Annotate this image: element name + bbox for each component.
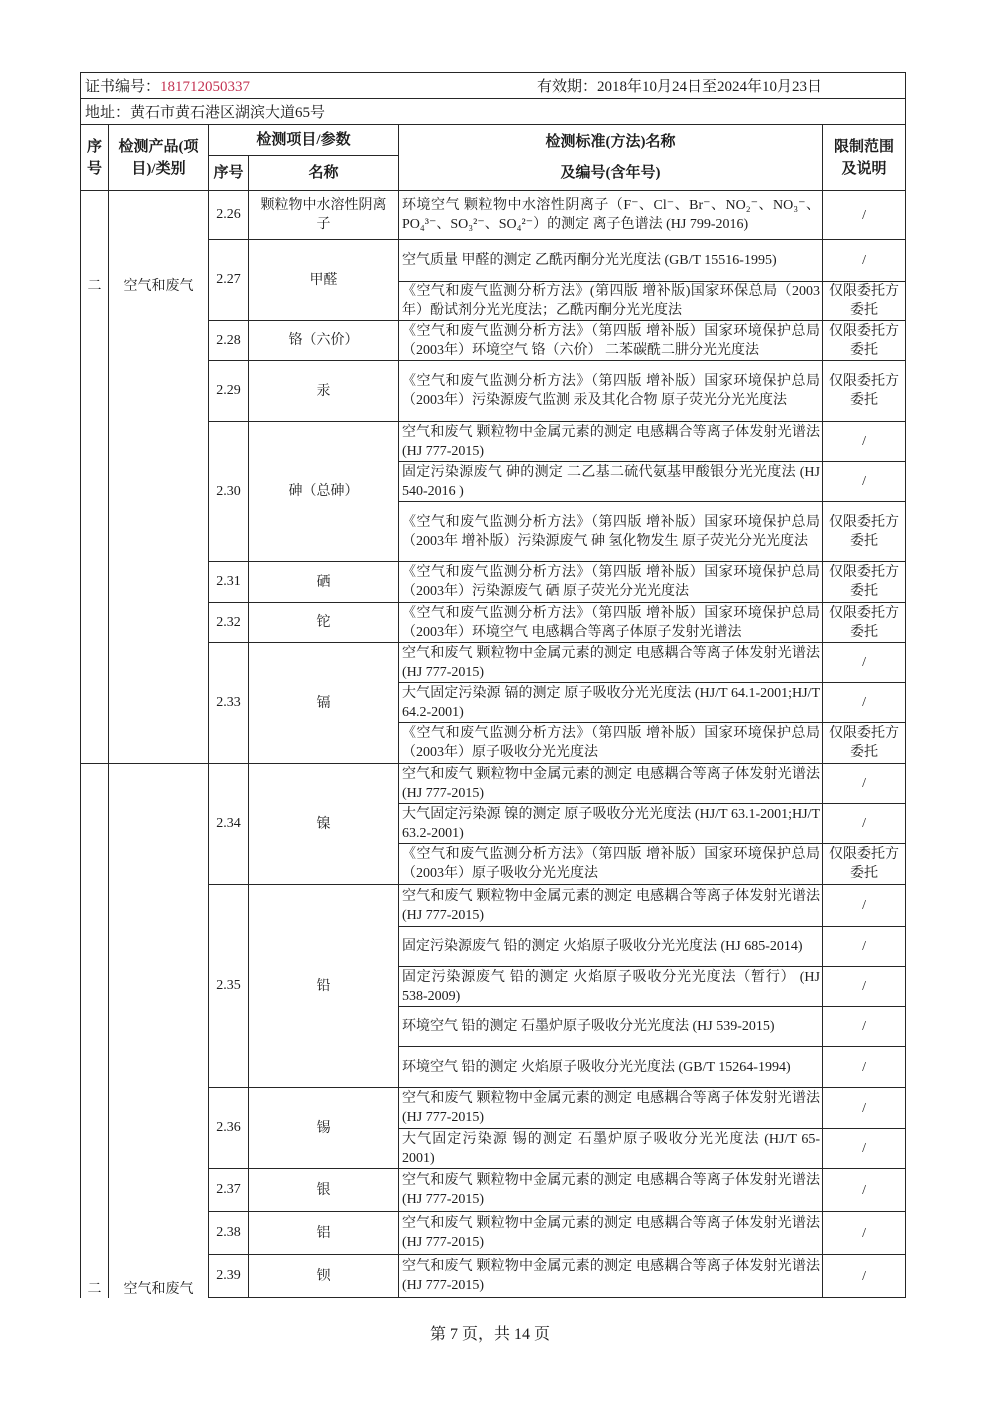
item-name: 镍: [249, 764, 399, 885]
item-name: 砷（总砷）: [249, 422, 399, 562]
limit-note: /: [823, 240, 906, 282]
certificate-number: 181712050337: [160, 79, 251, 95]
header-seq: 序号: [81, 125, 109, 191]
header-standard-line2: 及编号(含年号): [560, 164, 661, 181]
standard-method: 空气质量 甲醛的测定 乙酰丙酮分光光度法 (GB/T 15516-1995): [399, 240, 823, 282]
item-name: 铬（六价）: [249, 321, 399, 361]
certificate-scope-table: [80, 72, 906, 1298]
header-category: 检测产品(项目)/类别: [109, 125, 209, 191]
item-name: 铝: [249, 1212, 399, 1255]
item-code: 2.33: [209, 643, 249, 764]
standard-method: 空气和废气 颗粒物中金属元素的测定 电感耦合等离子体发射光谱法(HJ 777-2015): [399, 422, 823, 462]
standard-method: 固定污染源废气 铅的测定 火焰原子吸收分光光度法（暂行） (HJ 538-2009): [399, 967, 823, 1007]
page-number: 第 7 页，共 14 页: [429, 1326, 550, 1343]
header-test-item: 检测项目/参数: [209, 125, 399, 156]
standard-method: 大气固定污染源 镉的测定 原子吸收分光光度法 (HJ/T 64.1-2001;HJ/T 64.2-2001): [399, 683, 823, 723]
standard-method: 《空气和废气监测分析方法》（第四版 增补版）国家环境保护总局 （2003年）原子吸收分光光度法: [399, 844, 823, 885]
limit-note: /: [823, 804, 906, 844]
standard-method: 《空气和废气监测分析方法》（第四版 增补版）国家环境保护总局 （2003年）环境空气 电感耦合等离子体原子发射光谱法: [399, 603, 823, 643]
item-code: 2.27: [209, 240, 249, 321]
standard-method: 《空气和废气监测分析方法》(第四版 增补版)国家环保总局（2003年）酚试剂分光光度法；乙酰丙酮分光光度法: [399, 282, 823, 321]
item-code: 2.38: [209, 1212, 249, 1255]
item-code: 2.29: [209, 361, 249, 422]
validity-period: 有效期：2018年10月24日至2024年10月23日: [537, 79, 823, 95]
table-row: [81, 764, 906, 804]
limit-note: /: [823, 967, 906, 1007]
limit-note: /: [823, 1129, 906, 1169]
certificate-info-cell: [81, 73, 906, 99]
item-code: 2.36: [209, 1088, 249, 1169]
item-code: 2.30: [209, 422, 249, 562]
standard-method: 固定污染源废气 砷的测定 二乙基二硫代氨基甲酸银分光光度法 (HJ 540-2016 ): [399, 462, 823, 502]
category-seq: 二: [81, 764, 109, 1298]
header-item-seq: 序号: [209, 156, 249, 191]
header-standard: [399, 125, 823, 191]
standard-method: 《空气和废气监测分析方法》（第四版 增补版）国家环境保护总局 （2003年）污染源废气 硒 原子荧光分光光度法: [399, 562, 823, 603]
item-name: 铊: [249, 603, 399, 643]
limit-note: /: [823, 927, 906, 967]
limit-note: /: [823, 422, 906, 462]
item-name: 锡: [249, 1088, 399, 1169]
standard-method: 空气和废气 颗粒物中金属元素的测定 电感耦合等离子体发射光谱法(HJ 777-2015): [399, 1212, 823, 1255]
certificate-info-row: [81, 73, 906, 99]
item-name: 镉: [249, 643, 399, 764]
limit-note: /: [823, 1007, 906, 1047]
standard-method: 《空气和废气监测分析方法》（第四版 增补版）国家环境保护总局 （2003年 增补版）污染源废气 砷 氢化物发生 原子荧光分光光度法: [399, 502, 823, 562]
limit-note: /: [823, 1169, 906, 1212]
standard-method: 《空气和废气监测分析方法》（第四版 增补版）国家环境保护总局 （2003年）污染源废气监测 汞及其化合物 原子荧光分光光度法: [399, 361, 823, 422]
category-seq: 二: [81, 191, 109, 764]
item-name: 硒: [249, 562, 399, 603]
limit-note: /: [823, 764, 906, 804]
certificate-label: 证书编号：: [85, 79, 161, 95]
limit-note: 仅限委托方委托: [823, 361, 906, 422]
limit-note: 仅限委托方委托: [823, 321, 906, 361]
item-code: 2.28: [209, 321, 249, 361]
limit-note: 仅限委托方委托: [823, 562, 906, 603]
table-row: [81, 191, 906, 240]
standard-method: 空气和废气 颗粒物中金属元素的测定 电感耦合等离子体发射光谱法(HJ 777-2015): [399, 1255, 823, 1298]
item-name: 甲醛: [249, 240, 399, 321]
standard-method: 固定污染源废气 铅的测定 火焰原子吸收分光光度法 (HJ 685-2014): [399, 927, 823, 967]
item-name: 汞: [249, 361, 399, 422]
limit-note: /: [823, 885, 906, 927]
address-row: [81, 99, 906, 125]
limit-note: /: [823, 1255, 906, 1298]
standard-method: 环境空气 铅的测定 火焰原子吸收分光光度法 (GB/T 15264-1994): [399, 1047, 823, 1088]
limit-note: /: [823, 683, 906, 723]
category-name: 空气和废气: [109, 764, 209, 1298]
limit-note: /: [823, 1088, 906, 1129]
address: 地址：黄石市黄石港区湖滨大道65号: [85, 105, 326, 121]
limit-note: 仅限委托方委托: [823, 502, 906, 562]
limit-note: /: [823, 643, 906, 683]
standard-method: 空气和废气 颗粒物中金属元素的测定 电感耦合等离子体发射光谱法(HJ 777-2015): [399, 764, 823, 804]
item-name: 铅: [249, 885, 399, 1088]
column-header-row: [81, 125, 906, 156]
standard-method: 大气固定污染源 镍的测定 原子吸收分光光度法 (HJ/T 63.1-2001;HJ/T 63.2-2001): [399, 804, 823, 844]
standard-method: 《空气和废气监测分析方法》（第四版 增补版）国家环境保护总局 （2003年）原子吸收分光光度法: [399, 723, 823, 764]
limit-note: 仅限委托方委托: [823, 723, 906, 764]
item-code: 2.34: [209, 764, 249, 885]
header-limit: 限制范围及说明: [823, 125, 906, 191]
limit-note: /: [823, 1212, 906, 1255]
item-name: 钡: [249, 1255, 399, 1298]
limit-note: 仅限委托方委托: [823, 844, 906, 885]
item-code: 2.39: [209, 1255, 249, 1298]
standard-method: 空气和废气 颗粒物中金属元素的测定 电感耦合等离子体发射光谱法(HJ 777-2015): [399, 1169, 823, 1212]
standard-method: 空气和废气 颗粒物中金属元素的测定 电感耦合等离子体发射光谱法(HJ 777-2015): [399, 1088, 823, 1129]
limit-note: /: [823, 1047, 906, 1088]
table-body: [81, 191, 906, 1298]
standard-method: 《空气和废气监测分析方法》（第四版 增补版）国家环境保护总局 （2003年）环境空气 铬（六价） 二苯碳酰二肼分光光度法: [399, 321, 823, 361]
item-code: 2.26: [209, 191, 249, 240]
item-code: 2.37: [209, 1169, 249, 1212]
standard-method: 空气和废气 颗粒物中金属元素的测定 电感耦合等离子体发射光谱法(HJ 777-2015): [399, 643, 823, 683]
standard-method: 大气固定污染源 锡的测定 石墨炉原子吸收分光光度法 (HJ/T 65-2001): [399, 1129, 823, 1169]
item-code: 2.31: [209, 562, 249, 603]
item-code: 2.32: [209, 603, 249, 643]
header-standard-line1: 检测标准(方法)名称: [545, 133, 676, 150]
address-cell: [81, 99, 906, 125]
limit-note: /: [823, 462, 906, 502]
item-name: 颗粒物中水溶性阴离子: [249, 191, 399, 240]
limit-note: 仅限委托方委托: [823, 603, 906, 643]
item-code: 2.35: [209, 885, 249, 1088]
limit-note: 仅限委托方委托: [823, 282, 906, 321]
standard-method: 环境空气 铅的测定 石墨炉原子吸收分光光度法 (HJ 539-2015): [399, 1007, 823, 1047]
certificate-id: [85, 75, 537, 96]
header-item-name: 名称: [249, 156, 399, 191]
standard-method: 环境空气 颗粒物中水溶性阴离子（F⁻、Cl⁻、Br⁻、NO₂⁻、NO₃⁻、PO₄³⁻、SO₃²⁻、SO₄²⁻）的测定 离子色谱法 (HJ 799-2016): [399, 191, 823, 240]
category-name: 空气和废气: [109, 191, 209, 764]
item-name: 银: [249, 1169, 399, 1212]
standard-method: 空气和废气 颗粒物中金属元素的测定 电感耦合等离子体发射光谱法(HJ 777-2015): [399, 885, 823, 927]
limit-note: /: [823, 191, 906, 240]
